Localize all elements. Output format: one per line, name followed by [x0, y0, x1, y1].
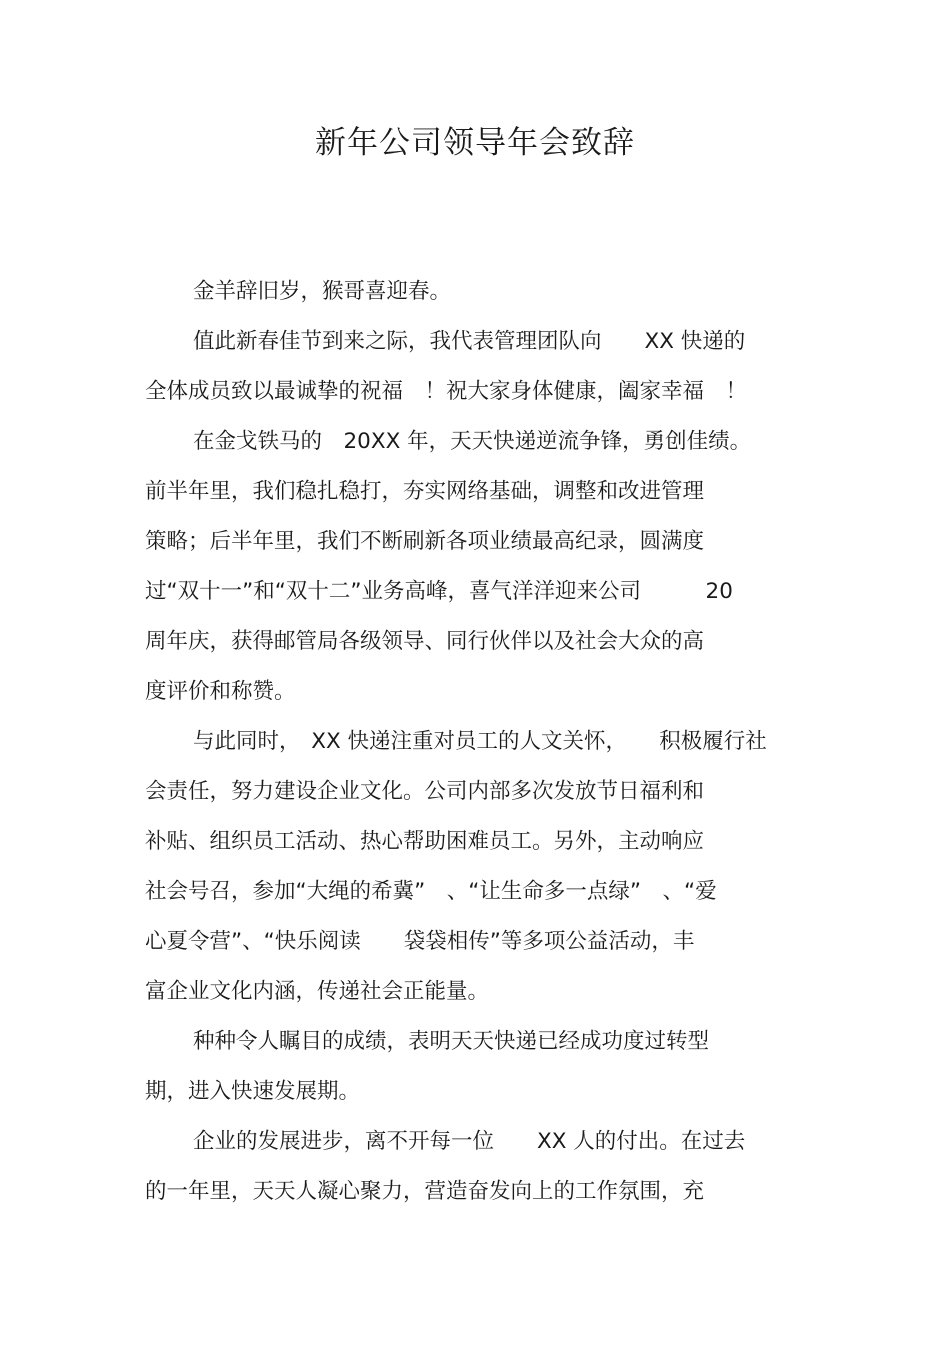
text-line-17: 期，进入快速发展期。	[145, 1079, 361, 1104]
text-line-19: 的一年里，天天人凝心聚力，营造奋发向上的工作氛围，充	[145, 1179, 705, 1204]
text-line-4: 在金戈铁马的 20XX 年，天天快递逆流争锋，勇创佳绩。	[193, 429, 752, 454]
text-line-12: 补贴、组织员工活动、热心帮助困难员工。另外，主动响应	[145, 829, 705, 854]
text-line-11: 会责任，努力建设企业文化。公司内部多次发放节日福利和	[145, 779, 705, 804]
text-line-1: 金羊辞旧岁，猴哥喜迎春。	[193, 279, 452, 304]
text-line-6: 策略；后半年里，我们不断刷新各项业绩最高纪录，圆满度	[145, 529, 705, 554]
text-line-14: 心夏令营”、“快乐阅读 袋袋相传”等多项公益活动，丰	[145, 929, 695, 954]
text-line-5: 前半年里，我们稳扎稳打，夯实网络基础，调整和改进管理	[145, 479, 705, 504]
text-line-7: 过“双十一”和“双十二”业务高峰，喜气洋洋迎来公司 20	[145, 579, 733, 604]
text-line-3: 全体成员致以最诚挚的祝福 ！祝大家身体健康，阖家幸福 ！	[145, 379, 748, 404]
text-line-9: 度评价和称赞。	[145, 679, 296, 704]
text-line-10: 与此同时， XX 快递注重对员工的人文关怀， 积极履行社	[193, 729, 767, 754]
document-title: 新年公司领导年会致辞	[315, 125, 635, 161]
text-line-16: 种种令人瞩目的成绩，表明天天快递已经成功度过转型	[193, 1029, 710, 1054]
text-line-18: 企业的发展进步，离不开每一位 XX 人的付出。在过去	[193, 1129, 746, 1154]
text-line-13: 社会号召，参加“大绳的希冀” 、“让生命多一点绿” 、“爱	[145, 879, 717, 904]
text-line-2: 值此新春佳节到来之际，我代表管理团队向 XX 快递的	[193, 329, 746, 354]
text-line-15: 富企业文化内涵，传递社会正能量。	[145, 979, 490, 1004]
text-line-8: 周年庆，获得邮管局各级领导、同行伙伴以及社会大众的高	[145, 629, 705, 654]
